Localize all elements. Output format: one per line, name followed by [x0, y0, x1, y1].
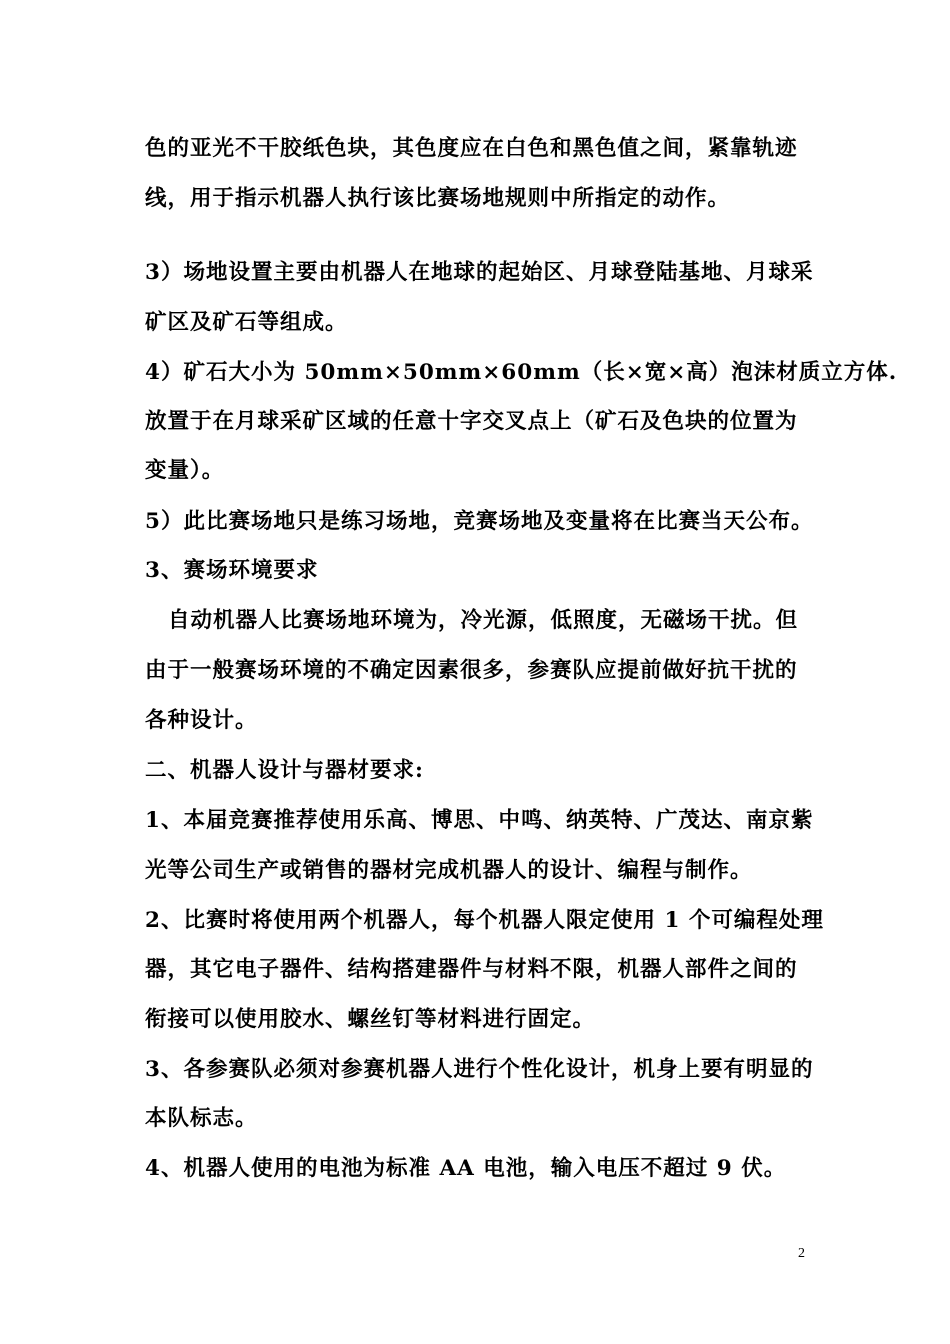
text-line: 器，其它电子器件、结构搭建器件与材料不限，机器人部件之间的 — [145, 957, 798, 982]
paragraph-first-line: 自动机器人比赛场地环境为，冷光源，低照度，无磁场干扰。但 — [168, 608, 799, 633]
text-line: 由于一般赛场环境的不确定因素很多，参赛队应提前做好抗干扰的 — [145, 658, 798, 683]
section-heading: 3、赛场环境要求 — [145, 558, 319, 583]
text-line: 矿区及矿石等组成。 — [145, 310, 348, 335]
text-line: 3、各参赛队必须对参赛机器人进行个性化设计，机身上要有明显的 — [145, 1057, 814, 1082]
text-line: 各种设计。 — [145, 708, 258, 733]
text-line: 色的亚光不干胶纸色块，其色度应在白色和黑色值之间，紧靠轨迹 — [145, 136, 798, 161]
text-line: 2、比赛时将使用两个机器人，每个机器人限定使用 1 个可编程处理 — [145, 908, 824, 933]
text-line: 4）矿石大小为 50mm×50mm×60mm（长×宽×高）泡沫材质立方体. — [145, 360, 898, 385]
page-number: 2 — [798, 1246, 805, 1261]
text-line: 本队标志。 — [145, 1106, 258, 1131]
text-line: 线，用于指示机器人执行该比赛场地规则中所指定的动作。 — [145, 186, 731, 211]
section-heading: 二、机器人设计与器材要求: — [145, 758, 424, 783]
text-line: 放置于在月球采矿区域的任意十字交叉点上（矿石及色块的位置为 — [145, 409, 798, 434]
text-line: 4、机器人使用的电池为标准 AA 电池，输入电压不超过 9 伏。 — [145, 1156, 787, 1181]
text-line: 变量）。 — [145, 458, 225, 483]
text-line: 衔接可以使用胶水、螺丝钉等材料进行固定。 — [145, 1007, 596, 1032]
text-line: 1、本届竞赛推荐使用乐高、博思、中鸣、纳英特、广茂达、南京紫 — [145, 808, 814, 833]
text-line: 5）此比赛场地只是练习场地，竞赛场地及变量将在比赛当天公布。 — [145, 509, 814, 534]
text-line: 光等公司生产或销售的器材完成机器人的设计、编程与制作。 — [145, 858, 753, 883]
text-line: 3）场地设置主要由机器人在地球的起始区、月球登陆基地、月球采 — [145, 260, 814, 285]
